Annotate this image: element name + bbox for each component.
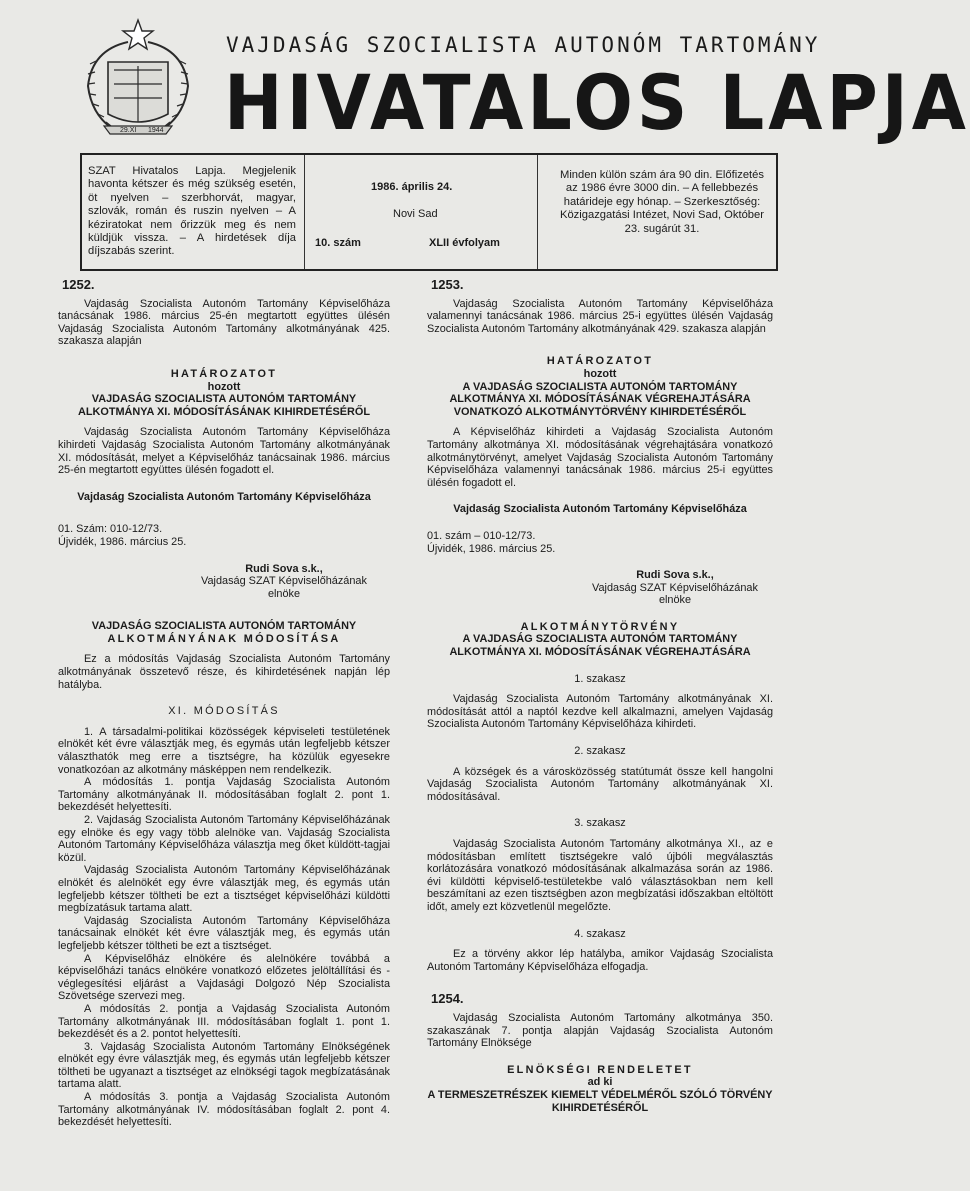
decision-heading: HATÁROZATOT bbox=[170, 367, 278, 380]
issue-date: 1986. április 24. bbox=[371, 181, 453, 193]
signatory-name: Rudi Sova s.k., bbox=[245, 562, 323, 575]
paragraph: Vajdaság Szocialista Autonóm Tartomány Képviselőháza tanácsainak elnökét két évre választják meg, és egymás után legfeljebb kétszer töltheti be ezt a tisztséget. bbox=[58, 914, 390, 952]
amendment-title-line2: ALKOTMÁNYÁNAK MÓDOSÍTÁSA bbox=[107, 632, 341, 645]
issue-volume: XLII évfolyam bbox=[429, 237, 500, 249]
masthead-info-box bbox=[80, 153, 778, 271]
signatory-title: Vajdaság SZAT Képviselőházának bbox=[201, 575, 367, 588]
emblem-year: 1944 bbox=[148, 127, 164, 134]
publication-info-cell bbox=[82, 155, 305, 269]
decision-heading: HATÁROZATOT bbox=[546, 355, 654, 368]
gazette-supertitle: VAJDASÁG SZOCIALISTA AUTONÓM TARTOMÁNY bbox=[226, 33, 821, 57]
left-column bbox=[58, 279, 390, 1129]
decision-title: VAJDASÁG SZOCIALISTA AUTONÓM TARTOMÁNY ALKOTMÁNYA XI. MÓDOSÍTÁSÁNAK KIHIRDETÉSÉRŐL bbox=[77, 393, 371, 418]
publication-info-text: SZAT Hivatalos Lapja. Megjelenik havonta kétszer és még szükség esetén, öt nyelven – szerbhorvát, magyar, szlovák, román és ruszin nyelven – A kéziratokat nem őrizzük meg és nem küldjük vissza. – A hirdetések díja díjszabás szerint. bbox=[88, 165, 296, 258]
article-number-1254: 1254. bbox=[431, 991, 464, 1007]
reference-number: 01. szám – 010-12/73. bbox=[427, 529, 536, 542]
paragraph: Vajdaság Szocialista Autonóm Tartomány alkotmányának XI. módosítását attól a naptól kezdve kell alkalmazni, amelyen Vajdaság Szocialista Autonóm Tartomány Képviselőháza kihirdeti. bbox=[427, 693, 773, 731]
article-number-1253: 1253. bbox=[431, 277, 464, 292]
article-intro: Vajdaság Szocialista Autonóm Tartomány alkotmánya 350. szakaszának 7. pontja alapján Vajdaság Szocialista Autonóm Tartomány Elnöksége bbox=[427, 1011, 773, 1050]
reference-date: Újvidék, 1986. március 25. bbox=[427, 542, 556, 555]
right-column bbox=[427, 279, 773, 1114]
issue-number: 10. szám bbox=[315, 237, 361, 249]
article-intro: Vajdaság Szocialista Autonóm Tartomány Képviselőháza tanácsának 1986. március 25-én megtartott együttes ülésén Vajdaság Szocialista Autonóm Tartomány alkotmányának 425. szakasza alapján bbox=[58, 297, 390, 348]
decision-subheading: hozott bbox=[583, 367, 617, 380]
paragraph: 2. Vajdaság Szocialista Autonóm Tartomány Képviselőházának egy elnöke és egy vagy több alelnöke van. Vajdaság Szocialista Autonóm Tartomány Képviselőháza választja meg őket küldött-tagjai közül. bbox=[58, 814, 390, 864]
paragraph: Vajdaság Szocialista Autonóm Tartomány alkotmánya XI., az e módosításban említett tisztségekre való újbóli megválasztás korlátozására vonatkozó módosításának alkalmazása során az 1986. évi küldötti képviselő-testületekbe való választásokban nem kell beszámítani az ezen tisztségben azon megbízatási időszakban eltöltött időt, amely ezt közvetlenül megelőzte. bbox=[427, 838, 773, 913]
article-intro: Vajdaság Szocialista Autonóm Tartomány Képviselőháza valamennyi tanácsának 1986. március 25-i együttes ülésén Vajdaság Szocialista Autonóm Tartomány alkotmányának 429. szakasza alapján bbox=[427, 297, 773, 335]
amendment-title-line1: VAJDASÁG SZOCIALISTA AUTONÓM TARTOMÁNY bbox=[91, 620, 357, 633]
article-number-1252: 1252. bbox=[62, 277, 95, 292]
issuing-body: Vajdaság Szocialista Autonóm Tartomány Képviselőháza bbox=[77, 490, 371, 503]
decree-heading: ELNÖKSÉGI RENDELETET bbox=[507, 1063, 693, 1076]
subscription-info-text: Minden külön szám ára 90 din. Előfizetés az 1986 évre 3000 din. – A fellebbezés határideje egy hónap. – Szerkesztőség: Közigazgatási Intézet, Novi Sad, Október 23. sugárút 31. bbox=[560, 169, 764, 235]
constitutional-law-title: A VAJDASÁG SZOCIALISTA AUTONÓM TARTOMÁNY ALKOTMÁNYA XI. MÓDOSÍTÁSÁNAK VÉGREHAJTÁSÁRA bbox=[449, 633, 751, 659]
paragraph: 3. Vajdaság Szocialista Autonóm Tartomány Elnökségének elnökét egy évre választják meg, és egymás után legfeljebb kétszer töltheti be ugyanazt a tisztséget az elnökségi tagok megbízatásának tartama alatt. bbox=[58, 1040, 390, 1091]
signatory-role: elnöke bbox=[658, 594, 692, 607]
paragraph: A Képviselőház elnökére és alelnökére továbbá a képviselőházi tanács elnökére vonatkozó előzetes jelöltállítási és -véglegesítési eljárást a Vajdasági Dolgozó Nép Szocialista Szövetsége szervezi meg. bbox=[58, 952, 390, 1003]
reference-date: Újvidék, 1986. március 25. bbox=[58, 535, 187, 548]
paragraph: 1. A társadalmi-politikai közösségek képviseleti testületének elnökét két évre választják meg, és egymás után legfeljebb kétszer választhatók meg erre a tisztségre, ha közülük egyesekre vonatkozóan az alkotmány másképpen nem rendelkezik. bbox=[58, 725, 390, 776]
paragraph: A módosítás 3. pontja a Vajdaság Szocialista Autonóm Tartomány alkotmányának IV. módosításában foglalt 2. pont 4. bekezdését helyettesíti. bbox=[58, 1091, 390, 1129]
reference-number: 01. Szám: 010-12/73. bbox=[58, 523, 163, 536]
svg-text:29.XI: 29.XI bbox=[120, 127, 137, 134]
gazette-title: HIVATALOS LAPJA bbox=[224, 58, 970, 148]
constitutional-law-heading: ALKOTMÁNYTÖRVÉNY bbox=[520, 620, 680, 633]
paragraph: Ez a módosítás Vajdaság Szocialista Autonóm Tartomány alkotmányának összetevő része, és kihirdetésének napján lép hatályba. bbox=[58, 653, 390, 691]
issue-info-cell bbox=[305, 155, 538, 269]
paragraph: A Képviselőház kihirdeti a Vajdaság Szocialista Autonóm Tartomány alkotmánya XI. módosításának végrehajtására vonatkozó alkotmánytörvényt, amelyet Vajdaság Szocialista Autonóm Tartomány Képviselőháza valamennyi tanácsának 1986. március 25-i együttes ülésén fogadott el. bbox=[427, 426, 773, 489]
paragraph: A községek és a városközösség statútumát össze kell hangolni Vajdaság Szocialista Autonóm Tartomány alkotmányának XI. módosításával. bbox=[427, 765, 773, 803]
decree-title: A TERMESZETRÉSZEK KIEMELT VÉDELMÉRŐL SZÓLÓ TÖRVÉNY KIHIRDETÉSÉRŐL bbox=[427, 1088, 773, 1114]
decree-subheading: ad ki bbox=[587, 1076, 613, 1089]
section-heading: 2. szakasz bbox=[574, 745, 626, 758]
coat-of-arms-emblem bbox=[68, 14, 208, 144]
issue-place: Novi Sad bbox=[393, 208, 438, 220]
paragraph: A módosítás 1. pontja Vajdaság Szocialista Autonóm Tartomány alkotmányának II. módosításában foglalt 2. pont 1. bekezdését helyettesíti. bbox=[58, 776, 390, 814]
section-heading: 1. szakasz bbox=[574, 672, 626, 685]
paragraph: A módosítás 2. pontja a Vajdaság Szocialista Autonóm Tartomány alkotmányának III. módosításában foglalt 1. pont 1. bekezdését és a 2. pontot helyettesíti. bbox=[58, 1002, 390, 1041]
signatory-name: Rudi Sova s.k., bbox=[636, 569, 714, 582]
subscription-info-cell bbox=[538, 155, 776, 269]
decision-subheading: hozott bbox=[207, 380, 241, 393]
paragraph: Ez a törvény akkor lép hatályba, amikor Vajdaság Szocialista Autonóm Tartomány Képviselőháza elfogadja. bbox=[427, 948, 773, 973]
signatory-role: elnöke bbox=[267, 587, 301, 600]
decision-title: A VAJDASÁG SZOCIALISTA AUTONÓM TARTOMÁNY ALKOTMÁNYA XI. MÓDOSÍTÁSÁNAK VÉGREHAJTÁSÁRA VONATKOZÓ ALKOTMÁNYTÖRVÉNY KIHIRDETÉSÉRŐL bbox=[449, 380, 751, 418]
section-heading: 3. szakasz bbox=[574, 817, 626, 830]
paragraph: Vajdaság Szocialista Autonóm Tartomány Képviselőházának elnökét és alelnökét egy évre választják meg, és egymás után legfeljebb kétszer töltheti be ezt a tisztséget képviselőházi küldötti megbízatásuk tartama alatt. bbox=[58, 864, 390, 915]
section-heading: 4. szakasz bbox=[574, 927, 626, 940]
paragraph: Vajdaság Szocialista Autonóm Tartomány Képviselőháza kihirdeti Vajdaság Szocialista Autonóm Tartomány alkotmányának XI. módosítását, melyet a Képviselőház tanácsainak 1986. március 25-én megtartott együttes ülésén fogadott el. bbox=[58, 426, 390, 477]
issuing-body: Vajdaság Szocialista Autonóm Tartomány Képviselőháza bbox=[453, 503, 747, 516]
signatory-title: Vajdaság SZAT Képviselőházának bbox=[592, 581, 758, 594]
amendment-number-heading: XI. MÓDOSÍTÁS bbox=[168, 705, 280, 718]
